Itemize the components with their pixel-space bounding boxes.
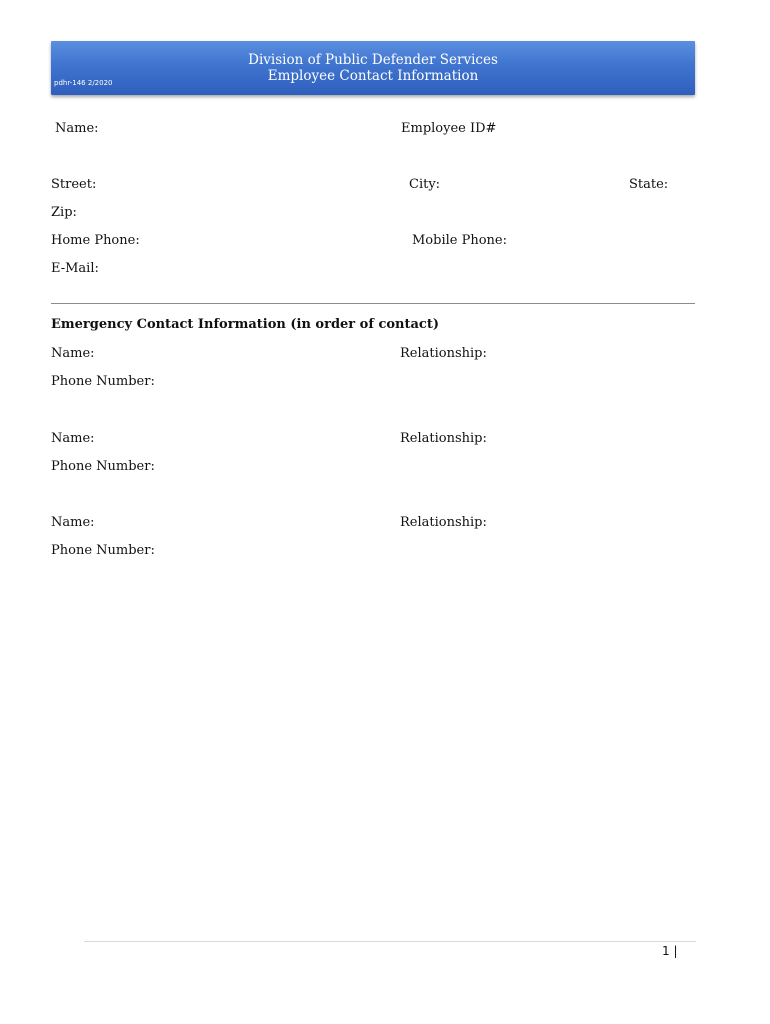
street-label: Street: [51,177,97,192]
contact-2-relationship-label: Relationship: [400,431,487,446]
contact-2-name-label: Name: [51,431,95,446]
employee-name-label: Name: [55,121,99,136]
form-title-line2: Employee Contact Information [267,68,479,84]
form-title [51,52,695,84]
contact-2-phone-label: Phone Number: [51,459,155,474]
contact-3-name-label: Name: [51,515,95,530]
emergency-heading: Emergency Contact Information (in order of contact) [51,317,440,332]
contact-1-name-label: Name: [51,346,95,361]
section-divider [51,303,695,304]
zip-label: Zip: [51,205,77,220]
footer-divider [84,941,696,942]
employee-id-label: Employee ID# [401,121,497,136]
contact-3-phone-label: Phone Number: [51,543,155,558]
contact-1-relationship-label: Relationship: [400,346,487,361]
contact-1-phone-label: Phone Number: [51,374,155,389]
page-number: 1 | [662,944,678,958]
form-title-line1: Division of Public Defender Services [248,52,498,68]
email-label: E-Mail: [51,261,99,276]
mobile-phone-label: Mobile Phone: [412,233,507,248]
header-banner [51,41,695,95]
form-code: pdhr-146 2/2020 [54,79,113,87]
city-label: City: [409,177,441,192]
contact-3-relationship-label: Relationship: [400,515,487,530]
state-label: State: [629,177,669,192]
home-phone-label: Home Phone: [51,233,140,248]
